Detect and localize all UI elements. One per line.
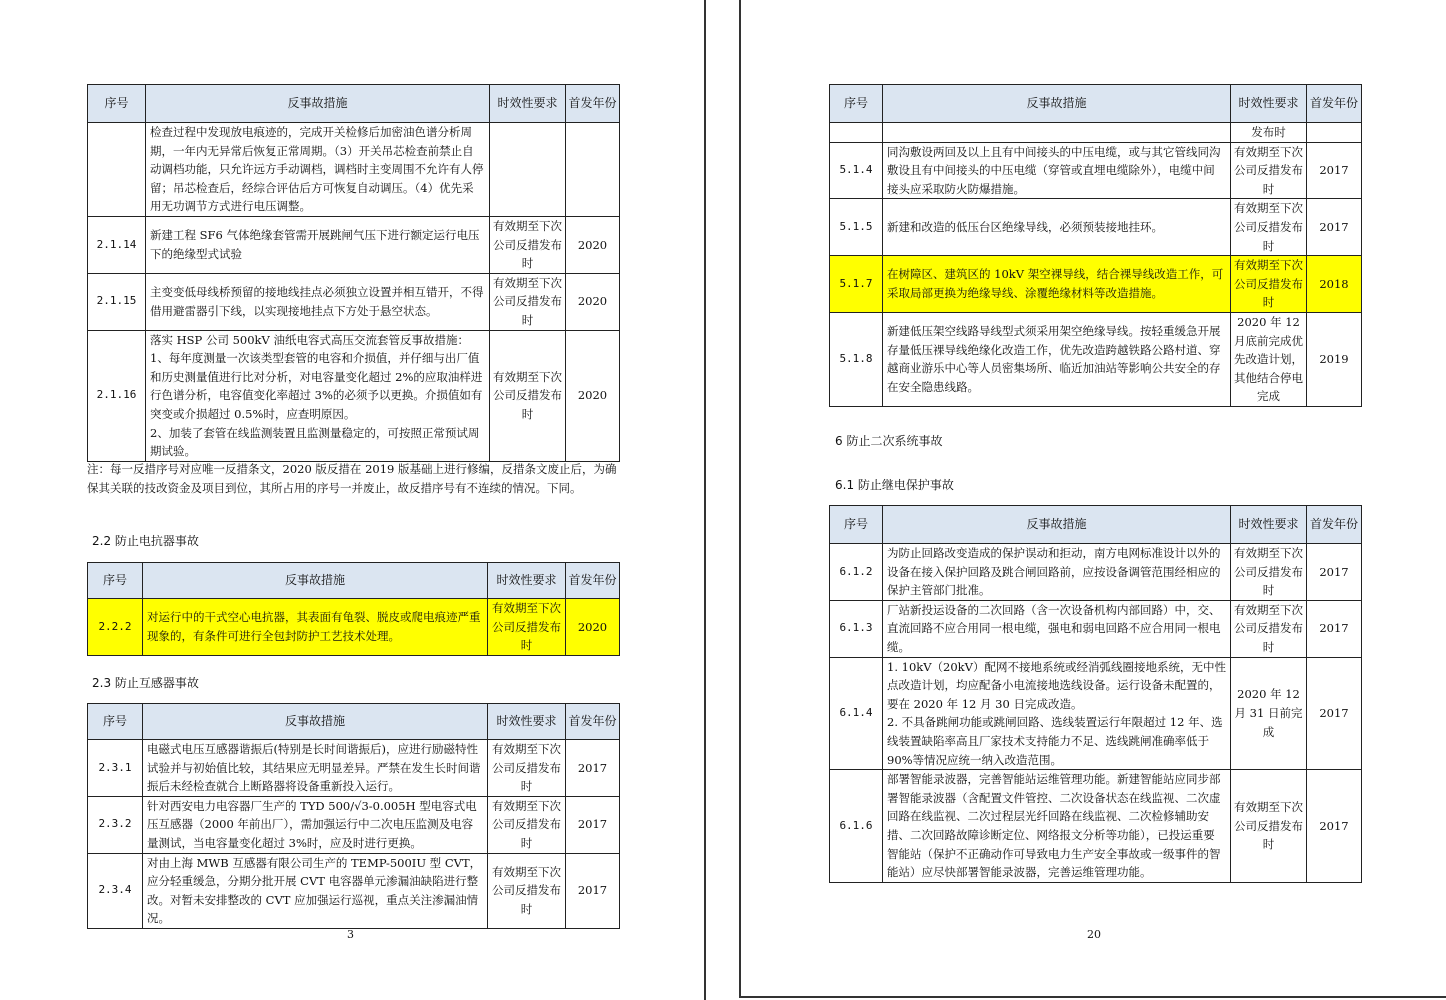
row-year <box>1307 123 1362 143</box>
col-header-num: 序号 <box>88 563 143 599</box>
table-row <box>88 216 620 273</box>
row-measure: 新建低压架空线路导线型式须采用架空绝缘导线。按轻重缓急开展存量低压裸导线绝缘化改造工作，优先改造跨越铁路公路村道、穿越商业游乐中心等人员密集场所、临近加油站等影响公共安全的存在安全隐患线路。 <box>883 312 1231 406</box>
col-header-measure: 反事故措施 <box>143 563 488 599</box>
row-number: 2.2.2 <box>88 599 143 656</box>
col-header-measure: 反事故措施 <box>883 506 1231 544</box>
row-number: 2.1.14 <box>88 216 146 273</box>
row-requirement: 有效期至下次公司反措发布时 <box>1231 142 1307 199</box>
table-footnote: 注：每一反措序号对应唯一反措条文，2020 版反措在 2019 版基础上进行修编，反措条文废止后，为确保其关联的技改资金及项目到位，其所占用的序号一并废止，故反措序号有不连续的情况。下同。 <box>87 462 617 495</box>
row-number: 2.1.15 <box>88 273 146 330</box>
table-row <box>830 123 1362 143</box>
row-requirement: 有效期至下次公司反措发布时 <box>488 599 566 656</box>
table-row <box>830 312 1362 406</box>
row-requirement: 有效期至下次公司反措发布时 <box>490 273 566 330</box>
row-requirement: 发布时 <box>1231 123 1307 143</box>
col-header-requirement: 时效性要求 <box>488 563 566 599</box>
row-year: 2018 <box>1307 256 1362 313</box>
row-year: 2020 <box>566 216 620 273</box>
col-header-measure: 反事故措施 <box>883 85 1231 123</box>
row-requirement: 有效期至下次公司反措发布时 <box>1231 770 1307 883</box>
row-number: 5.1.4 <box>830 142 883 199</box>
table-row <box>88 123 620 217</box>
table-instrument-transformer-measures <box>87 703 619 929</box>
section-heading-6: 6 防止二次系统事故 <box>835 434 943 448</box>
row-measure: 对由上海 MWB 互感器有限公司生产的 TEMP-500IU 型 CVT，应分轻重缓急，分期分批开展 CVT 电容器单元渗漏油缺陷进行整改。对暂未安排整改的 CVT 应加强运行巡视，重点关注渗漏油情况。 <box>143 853 488 928</box>
table-row <box>88 273 620 330</box>
row-measure: 为防止回路改变造成的保护误动和拒动，南方电网标准设计以外的设备在接入保护回路及跳合闸回路前，应按设备调管范围经相应的保护主管部门批准。 <box>883 544 1231 601</box>
row-number: 2.1.16 <box>88 330 146 461</box>
row-requirement: 有效期至下次公司反措发布时 <box>488 740 566 797</box>
col-header-measure: 反事故措施 <box>143 704 488 740</box>
col-header-num: 序号 <box>88 704 143 740</box>
table-row <box>88 740 620 797</box>
table-row <box>830 142 1362 199</box>
section-heading-2-3: 2.3 防止互感器事故 <box>92 676 199 690</box>
row-measure: 在树障区、建筑区的 10kV 架空裸导线，结合裸导线改造工作，可采取局部更换为绝缘导线、涂覆绝缘材料等改造措施。 <box>883 256 1231 313</box>
row-measure: 检查过程中发现放电痕迹的，完成开关检修后加密油色谱分析周期，一年内无异常后恢复正常周期。（3）开关吊芯检查前禁止自动调档功能，只允许远方手动调档，调档时主变周围不允许有人停留；吊芯检查后，经综合评估后方可恢复自动调压。（4）优先采用无功调节方式进行电压调整。 <box>146 123 490 217</box>
table-row <box>830 657 1362 770</box>
table-row <box>830 770 1362 883</box>
table-row <box>88 796 620 853</box>
row-year <box>566 123 620 217</box>
row-year: 2020 <box>566 599 620 656</box>
col-header-num: 序号 <box>88 85 146 123</box>
row-measure: 针对西安电力电容器厂生产的 TYD 500/√3-0.005H 型电容式电压互感器（2000 年前出厂），需加强运行中二次电压监测及电容量测试，当电容量变化超过 3%时，应及时进行更换。 <box>143 796 488 853</box>
col-header-num: 序号 <box>830 85 883 123</box>
table-row <box>88 599 620 656</box>
row-requirement: 有效期至下次公司反措发布时 <box>1231 544 1307 601</box>
col-header-year: 首发年份 <box>1307 506 1362 544</box>
col-header-requirement: 时效性要求 <box>488 704 566 740</box>
table-row <box>830 199 1362 256</box>
row-number: 5.1.7 <box>830 256 883 313</box>
row-measure: 新建和改造的低压台区绝缘导线，必须预装接地挂环。 <box>883 199 1231 256</box>
row-requirement: 有效期至下次公司反措发布时 <box>488 853 566 928</box>
row-requirement: 2020 年 12 月 31 日前完成 <box>1231 657 1307 770</box>
row-requirement: 有效期至下次公司反措发布时 <box>490 216 566 273</box>
page-number: 20 <box>1087 928 1101 941</box>
row-number <box>88 123 146 217</box>
row-year: 2017 <box>566 740 620 797</box>
table-row <box>88 853 620 928</box>
row-year: 2017 <box>1307 657 1362 770</box>
page-number: 3 <box>347 928 354 941</box>
row-number <box>830 123 883 143</box>
table-reactor-measures <box>87 562 619 656</box>
section-heading-2-2: 2.2 防止电抗器事故 <box>92 534 199 548</box>
row-year: 2017 <box>566 853 620 928</box>
col-header-measure: 反事故措施 <box>146 85 490 123</box>
row-measure: 电磁式电压互感器谐振后(特别是长时间谐振后)，应进行励磁特性试验并与初始值比较，其结果应无明显差异。严禁在发生长时间谐振后未经检查就合上断路器将设备重新投入运行。 <box>143 740 488 797</box>
row-year: 2017 <box>1307 544 1362 601</box>
row-requirement: 有效期至下次公司反措发布时 <box>1231 600 1307 657</box>
col-header-requirement: 时效性要求 <box>490 85 566 123</box>
row-number: 5.1.5 <box>830 199 883 256</box>
row-year: 2020 <box>566 330 620 461</box>
row-measure <box>883 123 1231 143</box>
row-year: 2017 <box>1307 770 1362 883</box>
table-relay-protection-measures <box>829 505 1361 883</box>
row-requirement: 有效期至下次公司反措发布时 <box>1231 256 1307 313</box>
col-header-year: 首发年份 <box>566 563 620 599</box>
row-number: 6.1.4 <box>830 657 883 770</box>
row-year: 2017 <box>1307 142 1362 199</box>
row-number: 2.3.1 <box>88 740 143 797</box>
row-number: 6.1.3 <box>830 600 883 657</box>
row-measure: 厂站新投运设备的二次回路（含一次设备机构内部回路）中，交、直流回路不应合用同一根电缆，强电和弱电回路不应合用同一根电缆。 <box>883 600 1231 657</box>
col-header-num: 序号 <box>830 506 883 544</box>
row-number: 2.3.4 <box>88 853 143 928</box>
row-requirement: 有效期至下次公司反措发布时 <box>490 330 566 461</box>
table-transformer-measures <box>87 84 619 462</box>
row-number: 2.3.2 <box>88 796 143 853</box>
table-row <box>830 544 1362 601</box>
row-year: 2017 <box>1307 600 1362 657</box>
row-measure: 对运行中的干式空心电抗器，其表面有龟裂、脱皮或爬电痕迹严重现象的，有条件可进行全包封防护工艺技术处理。 <box>143 599 488 656</box>
row-number: 6.1.2 <box>830 544 883 601</box>
row-year: 2020 <box>566 273 620 330</box>
table-row <box>88 330 620 461</box>
row-measure: 1. 10kV（20kV）配网不接地系统或经消弧线圈接地系统，无中性点改造计划，均应配备小电流接地选线设备。运行设备未配置的，要在 2020 年 12 月 30 日完成改造。 2. 不具备跳闸功能或跳闸回路、选线装置运行年限超过 12 年、选线装置缺陷率高且厂家技术支持能力不足、选线跳闸准确率低于 90%等情况应统一纳入改造范围。 <box>883 657 1231 770</box>
col-header-requirement: 时效性要求 <box>1231 506 1307 544</box>
row-year: 2019 <box>1307 312 1362 406</box>
table-row <box>830 256 1362 313</box>
row-measure: 同沟敷设两回及以上且有中间接头的中压电缆，或与其它管线同沟敷设且有中间接头的中压电缆（穿管或直埋电缆除外），电缆中间接头应采取防火防爆措施。 <box>883 142 1231 199</box>
row-measure: 部署智能录波器，完善智能站运维管理功能。新建智能站应同步部署智能录波器（含配置文件管控、二次设备状态在线监视、二次虚回路在线监视、二次过程层光纤回路在线监视、二次检修辅助安措、二次回路故障诊断定位、网络报文分析等功能），已投运重要智能站（保护不正确动作可导致电力生产安全事故或一级事件的智能站）应尽快部署智能录波器，完善运维管理功能。 <box>883 770 1231 883</box>
row-year: 2017 <box>1307 199 1362 256</box>
col-header-requirement: 时效性要求 <box>1231 85 1307 123</box>
table-cable-measures <box>829 84 1361 407</box>
row-requirement: 2020 年 12 月底前完成优先改造计划，其他结合停电完成 <box>1231 312 1307 406</box>
page-gap <box>706 0 739 1000</box>
document-page-right <box>739 0 1446 998</box>
col-header-year: 首发年份 <box>566 85 620 123</box>
row-requirement: 有效期至下次公司反措发布时 <box>1231 199 1307 256</box>
col-header-year: 首发年份 <box>566 704 620 740</box>
row-measure: 新建工程 SF6 气体绝缘套管需开展跳闸气压下进行额定运行电压下的绝缘型式试验 <box>146 216 490 273</box>
table-row <box>830 600 1362 657</box>
row-requirement: 有效期至下次公司反措发布时 <box>488 796 566 853</box>
row-measure: 落实 HSP 公司 500kV 油纸电容式高压交流套管反事故措施： 1、每年度测量一次该类型套管的电容和介损值，并仔细与出厂值和历史测量值进行比对分析，对电容量变化超过 2%的应取油样进行色谱分析，电容值变化率超过 3%的必须予以更换。介损值如有突变或介损超过 0.5%时，应查明原因。 2、加装了套管在线监测装置且监测量稳定的，可按照正常预试周期试验。 <box>146 330 490 461</box>
document-page-left <box>0 0 706 1000</box>
row-requirement <box>490 123 566 217</box>
row-number: 6.1.6 <box>830 770 883 883</box>
section-heading-6-1: 6.1 防止继电保护事故 <box>835 478 954 492</box>
col-header-year: 首发年份 <box>1307 85 1362 123</box>
row-number: 5.1.8 <box>830 312 883 406</box>
row-year: 2017 <box>566 796 620 853</box>
row-measure: 主变变低母线桥预留的接地线挂点必须独立设置并相互错开，不得借用避雷器引下线，以实现接地挂点下方处于悬空状态。 <box>146 273 490 330</box>
